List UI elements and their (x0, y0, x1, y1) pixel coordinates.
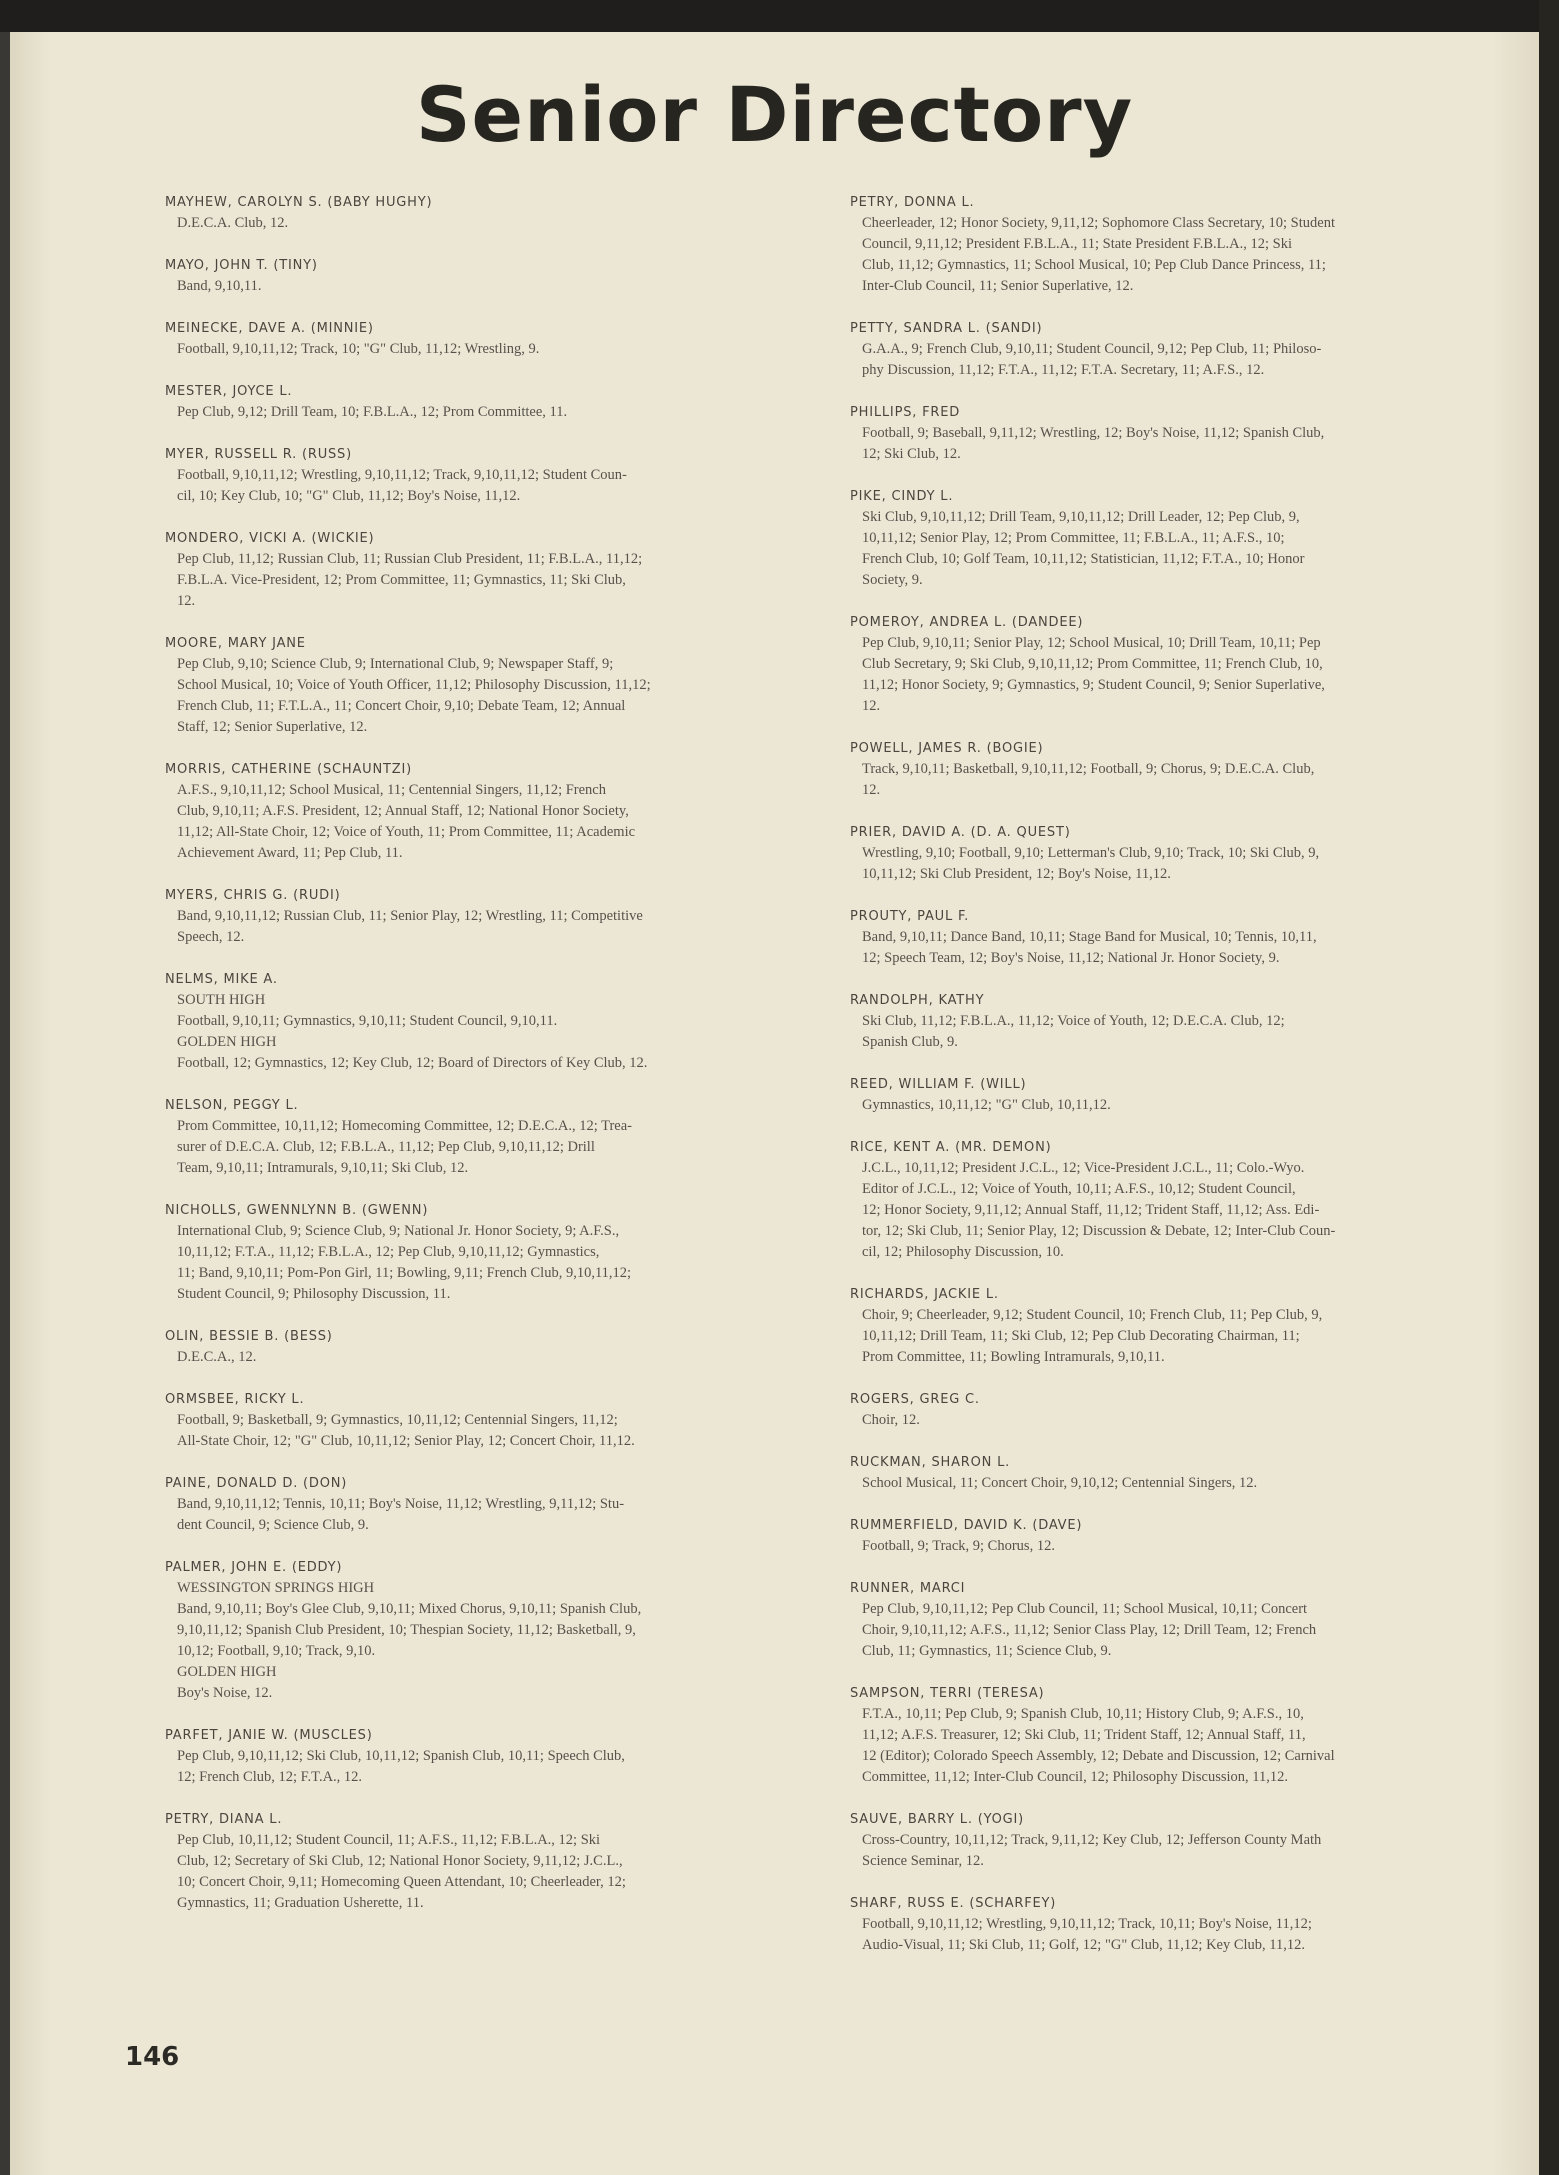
directory-entry (850, 906, 1510, 969)
student-activities: Pep Club, 9,10,11,12; Ski Club, 10,11,12; Spanish Club, 10,11; Speech Club, 12; French Club, 12; F.T.A., 12. (177, 1748, 625, 1785)
student-name: OLIN, BESSIE B. (BESS) (165, 1329, 333, 1344)
directory-entry (850, 612, 1510, 717)
directory-entry (165, 885, 825, 948)
student-activities: Football, 9,10,11,12; Wrestling, 9,10,11,12; Track, 10,11; Boy's Noise, 11,12; Audio-Visual, 11; Ski Club, 11; Golf, 12; "G" Club, 11,12; Key Club, 11,12. (862, 1916, 1312, 1953)
student-activities: Ski Club, 11,12; F.B.L.A., 11,12; Voice of Youth, 12; D.E.C.A. Club, 12; Spanish Club, 9. (862, 1013, 1285, 1050)
directory-entry (165, 1095, 825, 1179)
student-name: MORRIS, CATHERINE (SCHAUNTZI) (165, 762, 412, 777)
student-activities: Gymnastics, 10,11,12; "G" Club, 10,11,12. (862, 1097, 1111, 1113)
student-name: REED, WILLIAM F. (WILL) (850, 1077, 1027, 1092)
student-name: NELSON, PEGGY L. (165, 1098, 299, 1113)
student-name: PARFET, JANIE W. (MUSCLES) (165, 1728, 373, 1743)
directory-entry (165, 192, 825, 234)
student-activities: A.F.S., 9,10,11,12; School Musical, 11; Centennial Singers, 11,12; French Club, 9,10,11; A.F.S. President, 12; Annual Staff, 12; National Honor Society, 11,12; All-State Choir, 12; Voice of Youth, 11; Prom Committee, 11; Academic Achievement Award, 11; Pep Club, 11. (177, 782, 636, 861)
student-activities: Football, 9; Track, 9; Chorus, 12. (862, 1538, 1055, 1554)
directory-entry (850, 1578, 1510, 1662)
student-name: MESTER, JOYCE L. (165, 384, 293, 399)
directory-entry (165, 1809, 825, 1914)
student-name: MAYO, JOHN T. (TINY) (165, 258, 318, 273)
student-activities: Football, 9; Baseball, 9,11,12; Wrestling, 12; Boy's Noise, 11,12; Spanish Club, 12; Ski Club, 12. (862, 425, 1325, 462)
student-activities: Pep Club, 11,12; Russian Club, 11; Russian Club President, 11; F.B.L.A., 11,12; F.B.L.A. Vice-President, 12; Prom Committee, 11; Gymnastics, 11; Ski Club, 12. (177, 551, 643, 609)
directory-entry (165, 255, 825, 297)
directory-entry (165, 633, 825, 738)
directory-entry (850, 486, 1510, 591)
student-activities: Pep Club, 9,12; Drill Team, 10; F.B.L.A., 12; Prom Committee, 11. (177, 404, 568, 420)
student-activities: WESSINGTON SPRINGS HIGH Band, 9,10,11; Boy's Glee Club, 9,10,11; Mixed Chorus, 9,10,11; Spanish Club, 9,10,11,12; Spanish Club President, 10; Thespian Society, 11,12; Basketball, 9, 10,12; Football, 9,10; Track, 9,10. GOLDEN HIGH Boy's Noise, 12. (177, 1580, 642, 1701)
directory-entry (165, 1725, 825, 1788)
student-name: PETRY, DONNA L. (850, 195, 975, 210)
student-name: MONDERO, VICKI A. (WICKIE) (165, 531, 375, 546)
student-activities: Pep Club, 9,10; Science Club, 9; International Club, 9; Newspaper Staff, 9; School Musical, 10; Voice of Youth Officer, 11,12; Philosophy Discussion, 11,12; French Club, 11; F.T.L.A., 11; Concert Choir, 9,10; Debate Team, 12; Annual Staff, 12; Senior Superlative, 12. (177, 656, 651, 735)
student-activities: Ski Club, 9,10,11,12; Drill Team, 9,10,11,12; Drill Leader, 12; Pep Club, 9, 10,11,12; Senior Play, 12; Prom Committee, 11; F.B.L.A., 11; A.F.S., 10; French Club, 10; Golf Team, 10,11,12; Statistician, 11,12; F.T.A., 10; Honor Society, 9. (862, 509, 1305, 588)
directory-entry (850, 1074, 1510, 1116)
directory-entry (165, 1389, 825, 1452)
student-activities: Cheerleader, 12; Honor Society, 9,11,12; Sophomore Class Secretary, 10; Student Council, 9,11,12; President F.B.L.A., 11; State President F.B.L.A., 12; Ski Club, 11,12; Gymnastics, 11; School Musical, 10; Pep Club Dance Princess, 11; Inter-Club Council, 11; Senior Superlative, 12. (862, 215, 1335, 294)
student-activities: Choir, 9; Cheerleader, 9,12; Student Council, 10; French Club, 11; Pep Club, 9, 10,11,12; Drill Team, 11; Ski Club, 12; Pep Club Decorating Chairman, 11; Prom Committee, 11; Bowling Intramurals, 9,10,11. (862, 1307, 1323, 1365)
student-name: PRIER, DAVID A. (D. A. QUEST) (850, 825, 1071, 840)
yearbook-page (10, 32, 1539, 2175)
top-dark-band (0, 0, 1559, 32)
directory-entry (850, 402, 1510, 465)
student-name: NELMS, MIKE A. (165, 972, 278, 987)
directory-entry (850, 1452, 1510, 1494)
student-activities: SOUTH HIGH Football, 9,10,11; Gymnastics, 9,10,11; Student Council, 9,10,11. GOLDEN HIGH Football, 12; Gymnastics, 12; Key Club, 12; Board of Directors of Key Club, 12. (177, 992, 648, 1071)
student-activities: D.E.C.A. Club, 12. (177, 215, 289, 231)
directory-entry (165, 1473, 825, 1536)
student-activities: Track, 9,10,11; Basketball, 9,10,11,12; Football, 9; Chorus, 9; D.E.C.A. Club, 12. (862, 761, 1315, 798)
directory-entry (850, 1809, 1510, 1872)
directory-entry (165, 759, 825, 864)
directory-entry (850, 318, 1510, 381)
student-name: POWELL, JAMES R. (BOGIE) (850, 741, 1044, 756)
student-name: MAYHEW, CAROLYN S. (BABY HUGHY) (165, 195, 433, 210)
directory-entry (850, 1389, 1510, 1431)
directory-entry (165, 1326, 825, 1368)
student-name: MYER, RUSSELL R. (RUSS) (165, 447, 352, 462)
student-activities: J.C.L., 10,11,12; President J.C.L., 12; Vice-President J.C.L., 11; Colo.-Wyo. Editor of J.C.L., 12; Voice of Youth, 10,11; A.F.S., 10,12; Student Council, 12; Honor Society, 9,11,12; Annual Staff, 11,12; Trident Staff, 11,12; Ass. Edi- tor, 12; Ski Club, 11; Senior Play, 12; Discussion & Debate, 12; Inter-Club Coun- cil, 12; Philosophy Discussion, 10. (862, 1160, 1336, 1260)
student-name: NICHOLLS, GWENNLYNN B. (GWENN) (165, 1203, 429, 1218)
directory-entry (850, 1137, 1510, 1263)
directory-entry (165, 969, 825, 1074)
student-name: ORMSBEE, RICKY L. (165, 1392, 305, 1407)
student-name: RICE, KENT A. (MR. DEMON) (850, 1140, 1052, 1155)
student-activities: Band, 9,10,11; Dance Band, 10,11; Stage Band for Musical, 10; Tennis, 10,11, 12; Speech Team, 12; Boy's Noise, 11,12; National Jr. Honor Society, 9. (862, 929, 1317, 966)
student-activities: Band, 9,10,11,12; Russian Club, 11; Senior Play, 12; Wrestling, 11; Competitive Speech, 12. (177, 908, 643, 945)
directory-entry (850, 1893, 1510, 1956)
student-activities: School Musical, 11; Concert Choir, 9,10,12; Centennial Singers, 12. (862, 1475, 1258, 1491)
left-binding-edge (0, 32, 10, 2175)
directory-entry (850, 738, 1510, 801)
student-name: MEINECKE, DAVE A. (MINNIE) (165, 321, 374, 336)
student-activities: Prom Committee, 10,11,12; Homecoming Committee, 12; D.E.C.A., 12; Trea- surer of D.E.C.A. Club, 12; F.B.L.A., 11,12; Pep Club, 9,10,11,12; Drill Team, 9,10,11; Intramurals, 9,10,11; Ski Club, 12. (177, 1118, 632, 1176)
student-activities: International Club, 9; Science Club, 9; National Jr. Honor Society, 9; A.F.S., 10,11,12; F.T.A., 11,12; F.B.L.A., 12; Pep Club, 9,10,11,12; Gymnastics, 11; Band, 9,10,11; Pom-Pon Girl, 11; Bowling, 9,11; French Club, 9,10,11,12; Student Council, 9; Philosophy Discussion, 11. (177, 1223, 632, 1302)
student-name: PIKE, CINDY L. (850, 489, 954, 504)
directory-entry (850, 990, 1510, 1053)
student-activities: Football, 9,10,11,12; Track, 10; "G" Club, 11,12; Wrestling, 9. (177, 341, 540, 357)
student-name: SAUVE, BARRY L. (YOGI) (850, 1812, 1025, 1827)
student-name: PHILLIPS, FRED (850, 405, 961, 420)
page-title: Senior Directory (415, 70, 1134, 159)
student-name: SHARF, RUSS E. (SCHARFEY) (850, 1896, 1057, 1911)
directory-entry (850, 1683, 1510, 1788)
directory-entry (850, 192, 1510, 297)
student-name: PETTY, SANDRA L. (SANDI) (850, 321, 1043, 336)
directory-entry (850, 1515, 1510, 1557)
student-activities: Pep Club, 10,11,12; Student Council, 11; A.F.S., 11,12; F.B.L.A., 12; Ski Club, 12; Secretary of Ski Club, 12; National Honor Society, 9,11,12; J.C.L., 10; Concert Choir, 9,11; Homecoming Queen Attendant, 10; Cheerleader, 12; Gymnastics, 11; Graduation Usherette, 11. (177, 1832, 626, 1911)
directory-entry (850, 822, 1510, 885)
directory-entry (165, 1200, 825, 1305)
student-name: RICHARDS, JACKIE L. (850, 1287, 999, 1302)
student-name: RUNNER, MARCI (850, 1581, 966, 1596)
student-activities: Pep Club, 9,10,11,12; Pep Club Council, 11; School Musical, 10,11; Concert Choir, 9,10,11,12; A.F.S., 11,12; Senior Class Play, 12; Drill Team, 12; French Club, 11; Gymnastics, 11; Science Club, 9. (862, 1601, 1317, 1659)
right-binding-edge (1539, 0, 1559, 2175)
student-name: PROUTY, PAUL F. (850, 909, 970, 924)
student-name: POMEROY, ANDREA L. (DANDEE) (850, 615, 1084, 630)
student-activities: Band, 9,10,11,12; Tennis, 10,11; Boy's Noise, 11,12; Wrestling, 9,11,12; Stu- dent Council, 9; Science Club, 9. (177, 1496, 625, 1533)
student-name: RUMMERFIELD, DAVID K. (DAVE) (850, 1518, 1083, 1533)
student-activities: Football, 9; Basketball, 9; Gymnastics, 10,11,12; Centennial Singers, 11,12; All-State Choir, 12; "G" Club, 10,11,12; Senior Play, 12; Concert Choir, 11,12. (177, 1412, 635, 1449)
student-name: MOORE, MARY JANE (165, 636, 306, 651)
student-activities: Football, 9,10,11,12; Wrestling, 9,10,11,12; Track, 9,10,11,12; Student Coun- cil, 10; Key Club, 10; "G" Club, 11,12; Boy's Noise, 11,12. (177, 467, 627, 504)
directory-entry (165, 444, 825, 507)
student-name: PALMER, JOHN E. (EDDY) (165, 1560, 343, 1575)
directory-entry (165, 381, 825, 423)
student-name: MYERS, CHRIS G. (RUDI) (165, 888, 341, 903)
student-activities: F.T.A., 10,11; Pep Club, 9; Spanish Club, 10,11; History Club, 9; A.F.S., 10, 11,12; A.F.S. Treasurer, 12; Ski Club, 11; Trident Staff, 12; Annual Staff, 11, 12 (Editor); Colorado Speech Assembly, 12; Debate and Discussion, 12; Carnival Committee, 11,12; Inter-Club Council, 12; Philosophy Discussion, 11,12. (862, 1706, 1335, 1785)
student-name: RANDOLPH, KATHY (850, 993, 985, 1008)
left-column (165, 192, 825, 1935)
directory-entry (165, 1557, 825, 1704)
student-name: ROGERS, GREG C. (850, 1392, 980, 1407)
student-name: PETRY, DIANA L. (165, 1812, 283, 1827)
directory-entry (165, 528, 825, 612)
student-name: SAMPSON, TERRI (TERESA) (850, 1686, 1045, 1701)
student-activities: D.E.C.A., 12. (177, 1349, 257, 1365)
student-name: PAINE, DONALD D. (DON) (165, 1476, 348, 1491)
student-activities: Wrestling, 9,10; Football, 9,10; Letterman's Club, 9,10; Track, 10; Ski Club, 9, 10,11,12; Ski Club President, 12; Boy's Noise, 11,12. (862, 845, 1320, 882)
directory-entry (850, 1284, 1510, 1368)
directory-entry (165, 318, 825, 360)
right-column (850, 192, 1510, 1977)
student-activities: Pep Club, 9,10,11; Senior Play, 12; School Musical, 10; Drill Team, 10,11; Pep Club Secretary, 9; Ski Club, 9,10,11,12; Prom Committee, 11; French Club, 10, 11,12; Honor Society, 9; Gymnastics, 9; Student Council, 9; Senior Superlative, 12. (862, 635, 1325, 714)
student-activities: Choir, 12. (862, 1412, 920, 1428)
page-number: 146 (125, 2042, 180, 2072)
student-activities: Band, 9,10,11. (177, 278, 262, 294)
student-activities: G.A.A., 9; French Club, 9,10,11; Student Council, 9,12; Pep Club, 11; Philoso- phy Discussion, 11,12; F.T.A., 11,12; F.T.A. Secretary, 11; A.F.S., 12. (862, 341, 1322, 378)
student-name: RUCKMAN, SHARON L. (850, 1455, 1011, 1470)
student-activities: Cross-Country, 10,11,12; Track, 9,11,12; Key Club, 12; Jefferson County Math Science Seminar, 12. (862, 1832, 1322, 1869)
